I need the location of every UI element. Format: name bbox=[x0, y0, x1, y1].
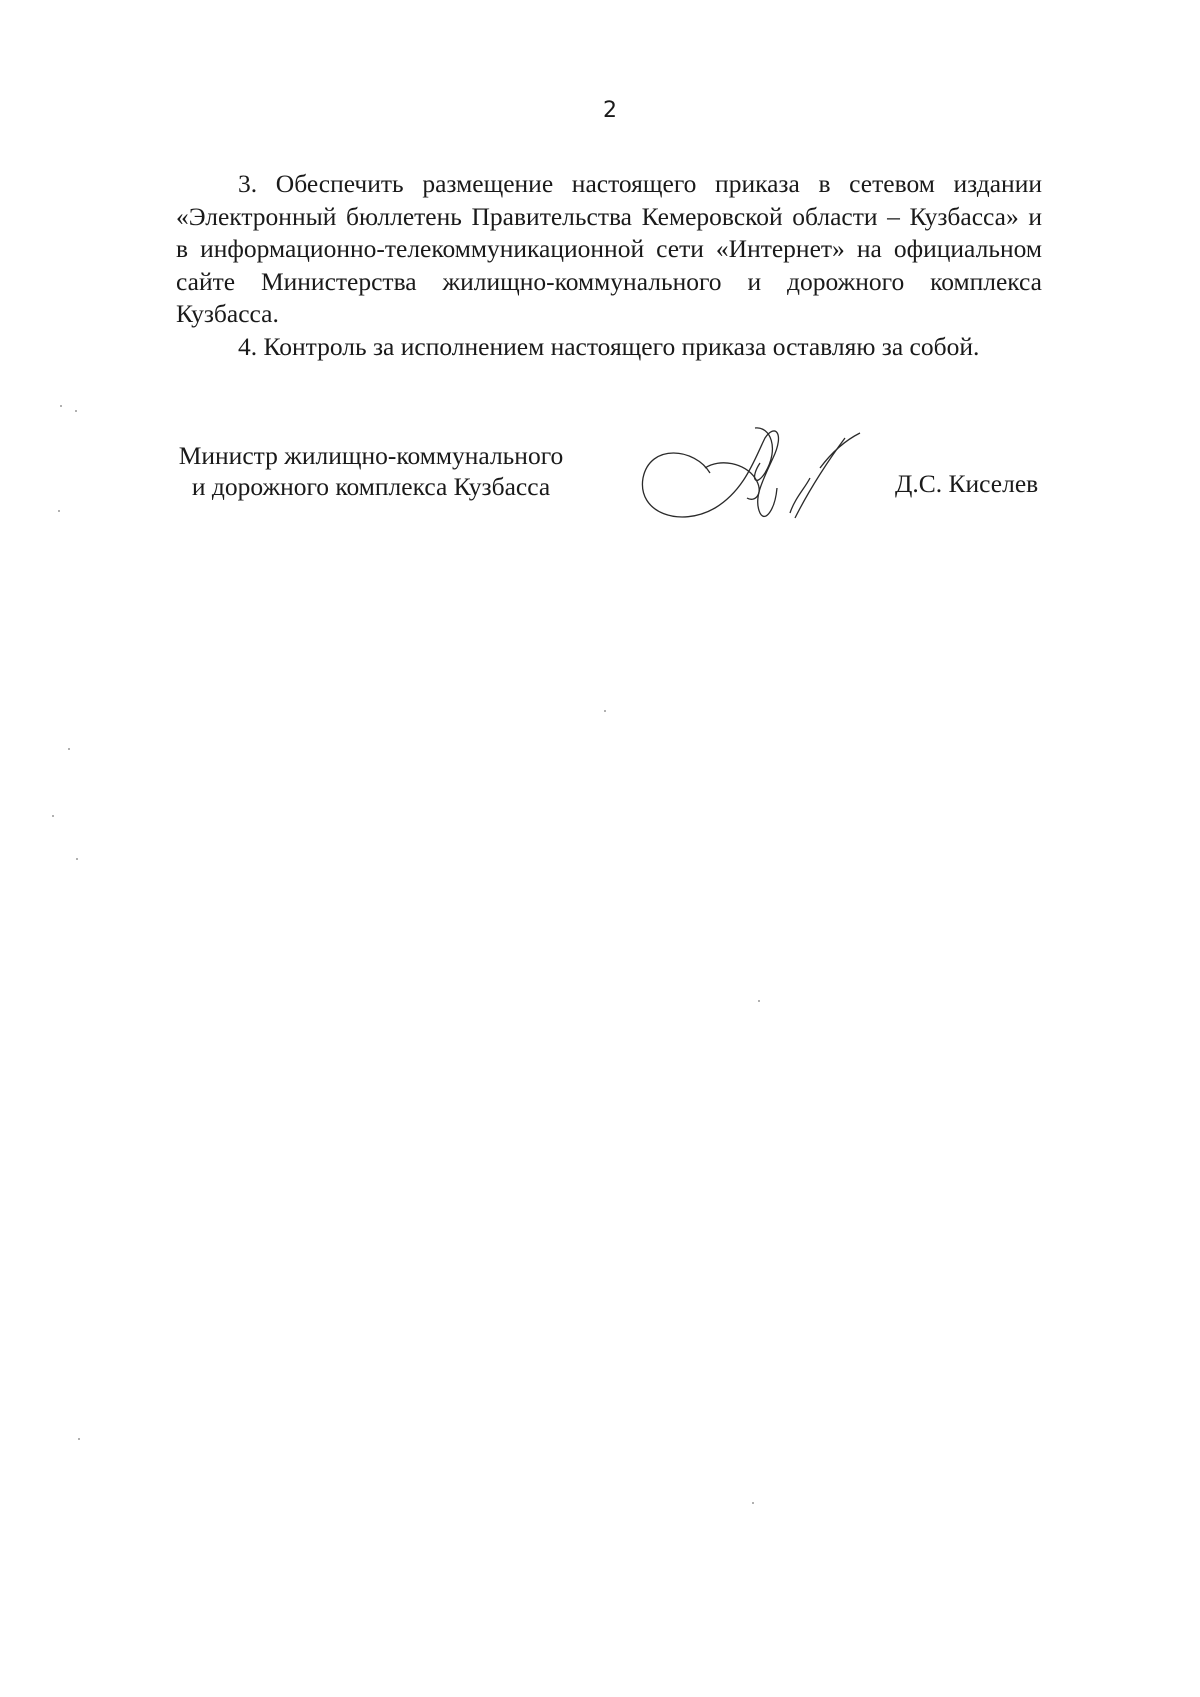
scan-speck bbox=[752, 1502, 754, 1504]
scan-speck bbox=[58, 510, 60, 512]
paragraph-3-line: Кузбасса. bbox=[176, 299, 279, 328]
signatory-name: Д.С. Киселев bbox=[895, 469, 1039, 498]
handwritten-signature-icon bbox=[635, 418, 865, 528]
signatory-title-line-1: Министр жилищно-коммунального bbox=[178, 441, 564, 470]
scan-speck bbox=[68, 748, 70, 750]
scan-speck bbox=[604, 710, 606, 712]
scan-speck bbox=[75, 410, 77, 412]
signatory-title bbox=[166, 440, 576, 502]
scan-speck bbox=[78, 1438, 80, 1440]
paragraph-3-line: «Электронный бюллетень Правительства Кемеровской области – Кузбасса» и bbox=[176, 201, 1042, 231]
scan-speck bbox=[758, 1000, 760, 1002]
page-number: 2 bbox=[603, 98, 617, 123]
scan-speck bbox=[52, 815, 54, 817]
paragraph-3-line: 3. Обеспечить размещение настоящего приказа в сетевом издании bbox=[238, 169, 1042, 198]
document-body bbox=[176, 168, 1042, 363]
paragraph-3-line: в информационно-телекоммуникационной сети «Интернет» на официальном bbox=[176, 234, 1042, 263]
paragraph-3 bbox=[176, 168, 1042, 331]
signatory-title-line-2: и дорожного комплекса Кузбасса bbox=[191, 472, 551, 501]
paragraph-3-line: сайте Министерства жилищно-коммунального и дорожного комплекса bbox=[176, 266, 1042, 296]
scan-speck bbox=[60, 405, 62, 407]
scan-speck bbox=[76, 858, 78, 860]
paragraph-4: 4. Контроль за исполнением настоящего приказа оставляю за собой. bbox=[238, 331, 980, 361]
